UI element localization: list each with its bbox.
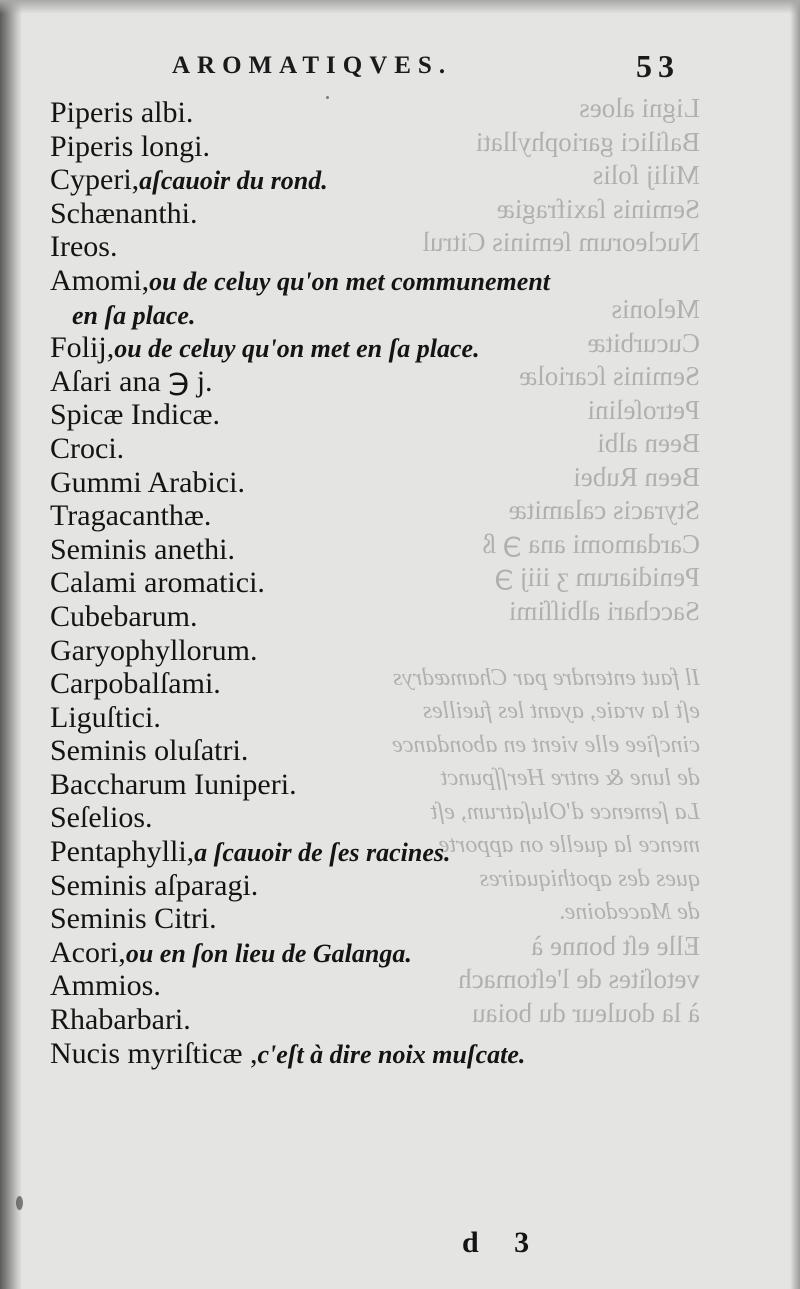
ingredient-line — [50, 902, 750, 936]
ingredient-line — [50, 634, 750, 668]
ingredient-line — [50, 499, 750, 533]
ingredient-name: Croci. — [50, 431, 125, 465]
ingredient-line — [50, 667, 750, 701]
running-title: AROMATIQVES. — [172, 52, 453, 79]
ingredient-line — [50, 566, 750, 600]
paper-speck — [16, 1196, 23, 1210]
ingredient-name: Seminis oluſatri. — [50, 734, 249, 768]
ingredient-line — [50, 398, 750, 432]
ingredient-name: Aſari ana ℈ j. — [50, 364, 213, 398]
ingredient-name: Piperis albi. — [50, 96, 194, 129]
ingredient-name: Piperis longi. — [50, 129, 211, 163]
ingredient-name: Acori, — [50, 935, 126, 969]
ingredient-name: Spicæ Indicæ. — [50, 398, 220, 432]
ingredient-name: Folij, — [50, 331, 115, 365]
ingredient-line — [50, 197, 750, 231]
show-through-texture: Ligni aloes Baſilici gariophyllati Milij ſolis Seminis ſaxifragiæ Nucleorum ſeminis Citrul Melonis Cucurbitæ Seminis ſcariolæ Petroſelini Been albi Been Rubei Styracis calamitæ Cardamomi ana ℈ ß Penidiarum ʒ iiij ℈ Sacchari albiſſimi Il faut entendre par Chamædrys eſt la vraie, ayant les fueilles cincſiee elle vient en abondance de lune & entre Herſſpunct La ſemence d'Oluſatrum, eſt mence la quelle on apporte ques des apothiquaires de Macedoine. Elle eſt bonne à vetoſites de l'eſtomach à la douleur du boiau — [392, 93, 700, 1028]
ingredient-name: Pentaphylli, — [50, 835, 195, 869]
ingredient-line — [50, 466, 750, 500]
ingredient-line — [50, 801, 750, 835]
ingredient-name: Garyophyllorum. — [50, 633, 258, 667]
signature-mark: d 3 — [462, 1226, 544, 1259]
ingredient-line — [50, 701, 750, 735]
ingredient-line — [50, 533, 750, 567]
ingredient-line — [50, 835, 750, 869]
ingredient-name: Calami aromatici. — [50, 566, 265, 600]
ingredient-name: Cubebarum. — [50, 599, 198, 633]
ingredient-name: Cyperi, — [50, 163, 140, 197]
ingredient-line — [50, 264, 750, 298]
ingredient-name: Schænanthi. — [50, 196, 198, 230]
ingredient-note: en ſa place. — [72, 300, 196, 330]
ingredient-name: Ireos. — [50, 230, 118, 264]
ingredient-note: aſcauoir du rond. — [139, 166, 328, 196]
ingredient-line — [50, 331, 750, 365]
ingredient-line — [50, 600, 750, 634]
ingredient-name: Gummi Arabici. — [50, 465, 245, 499]
ingredient-name: Ammios. — [50, 969, 161, 1003]
ingredient-name: Amomi, — [50, 263, 150, 297]
ingredient-line — [50, 734, 750, 768]
ingredient-name: Rhabarbari. — [50, 1003, 191, 1037]
ingredient-note: ou en ſon lieu de Galanga. — [125, 938, 412, 968]
ingredient-name: Carpobalſami. — [50, 667, 221, 701]
ingredient-line — [50, 768, 750, 802]
ingredient-name: Nucis myriſticæ , — [50, 1036, 258, 1070]
ingredient-line — [50, 1037, 750, 1071]
ingredient-list — [50, 96, 750, 1070]
ingredient-note: c'eſt à dire noix muſcate. — [257, 1039, 526, 1069]
ingredient-note: ou de celuy qu'on met communement — [149, 266, 551, 296]
ingredient-line — [50, 432, 750, 466]
ingredient-note: ou de celuy qu'on met en ſa place. — [114, 334, 480, 364]
running-header — [0, 48, 800, 92]
ingredient-line — [50, 365, 750, 399]
ingredient-name: Tragacanthæ. — [50, 499, 212, 533]
ingredient-line — [50, 130, 750, 164]
page-edge-shadow — [790, 0, 800, 1289]
ingredient-line — [50, 1003, 750, 1037]
ingredient-line — [50, 869, 750, 903]
ingredient-line — [50, 96, 750, 130]
ingredient-name: Baccharum Iuniperi. — [50, 767, 297, 801]
ingredient-line — [50, 163, 750, 197]
ingredient-line — [50, 969, 750, 1003]
ingredient-line — [50, 298, 750, 332]
ingredient-name: Seſelios. — [50, 801, 153, 835]
ingredient-name: Seminis Citri. — [50, 902, 217, 936]
top-edge-shadow — [0, 0, 800, 14]
paper-speck — [326, 96, 329, 99]
binding-shadow — [0, 0, 22, 1289]
page-number: 53 — [636, 48, 680, 84]
ingredient-note: a ſcauoir de ſes racines. — [194, 838, 451, 868]
ingredient-line — [50, 936, 750, 970]
ingredient-line — [50, 230, 750, 264]
ingredient-name: Seminis aſparagi. — [50, 868, 259, 902]
ingredient-name: Seminis anethi. — [50, 532, 235, 566]
ingredient-name: Liguſtici. — [50, 700, 161, 734]
